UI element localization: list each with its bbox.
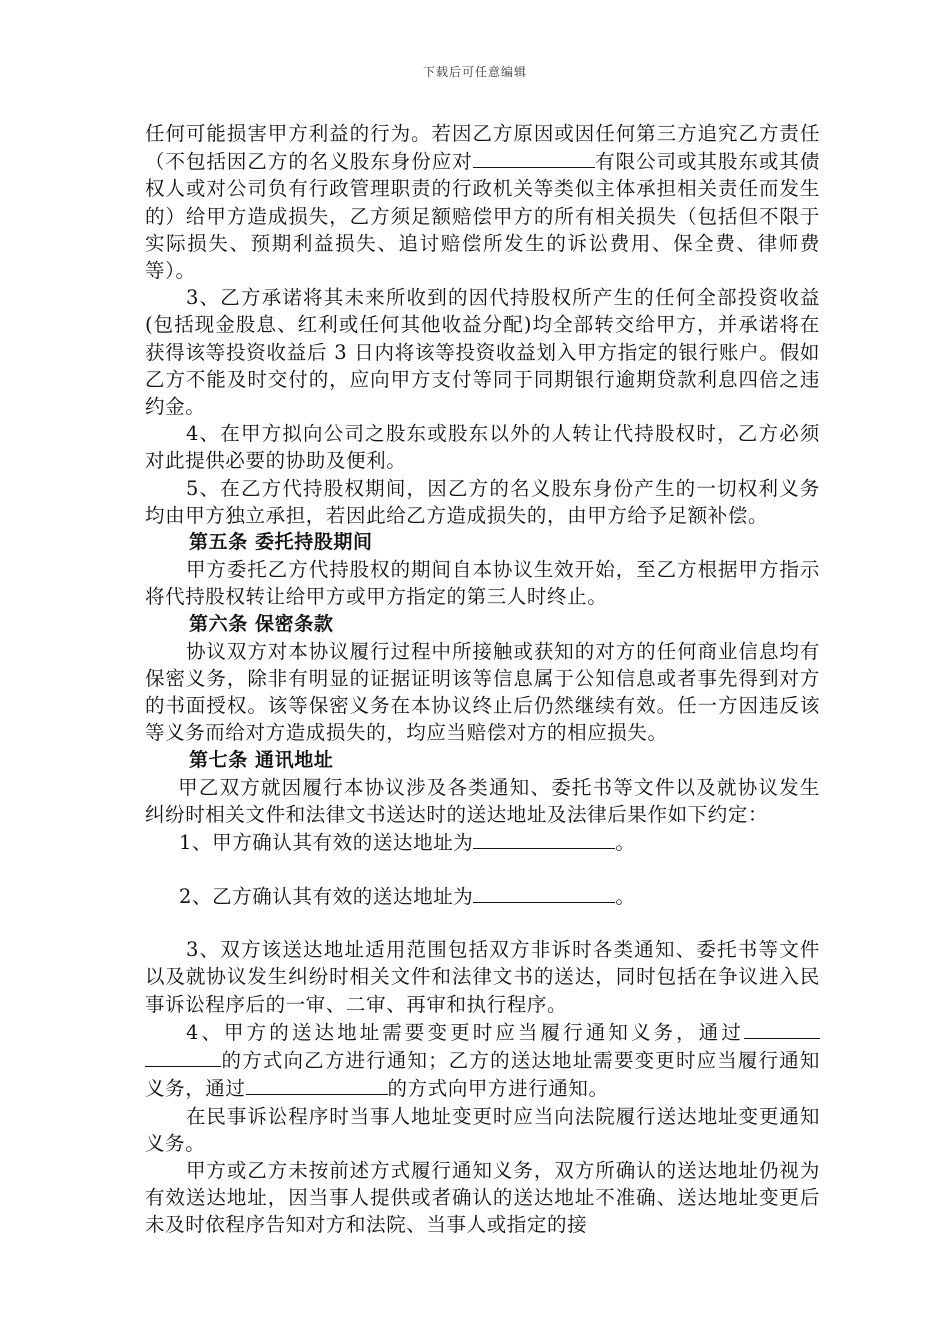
item-4-part3: 的方式向甲方进行通知。 — [387, 1077, 609, 1101]
address-validity-paragraph: 甲方或乙方未按前述方式履行通知义务，双方所确认的送达地址仍视为有效送达地址，因当事人提供或者确认的送达地址不准确、送达地址变更后未及时依程序告知对方和法院、当事人或指定的接 — [145, 1158, 820, 1237]
spacer — [145, 855, 820, 882]
item-4-part2: 的方式向乙方进行通知；乙方的送达地址需要变更时应当履行通知义务，通过 — [145, 1049, 820, 1101]
article-7-item-4 — [145, 1018, 820, 1103]
party-a-address-end: 。 — [615, 831, 636, 855]
paragraph-liability — [145, 120, 820, 284]
court-address-change-paragraph: 在民事诉讼程序时当事人地址变更时应当向法院履行送达地址变更通知义务。 — [145, 1104, 820, 1155]
page-header-note: 下载后可任意编辑 — [422, 65, 527, 79]
party-b-address-blank — [473, 882, 615, 903]
party-a-notice-method-blank-cont — [145, 1046, 221, 1067]
document-body — [145, 120, 820, 1239]
party-a-notice-method-blank — [744, 1018, 820, 1039]
paragraph-liability-part1: 任何可能损害甲方利益的行为。若因乙方原因或因任何第三方追究乙方责任（不包括因乙方的名义股东身份应对 — [145, 122, 820, 174]
party-b-address-line — [145, 882, 820, 909]
party-b-notice-method-blank — [246, 1074, 388, 1095]
article-5-heading: 第五条 委托持股期间 — [189, 531, 373, 554]
company-name-blank — [473, 147, 595, 168]
article-7-item-3: 3、双方该送达地址适用范围包括双方非诉时各类通知、委托书等文件以及就协议发生纠纷时相关文件和法律文书的送达，同时包括在争议进入民事诉讼程序后的一审、二审、再审和执行程序。 — [145, 938, 820, 1016]
party-a-address-blank — [473, 828, 615, 849]
clause-4-equity-transfer: 4、在甲方拟向公司之股东或股东以外的人转让代持股权时，乙方必须对此提供必要的协助及便利。 — [145, 422, 820, 473]
article-7-heading: 第七条 通讯地址 — [189, 748, 334, 771]
party-a-address-label: 1、甲方确认其有效的送达地址为 — [179, 831, 474, 855]
party-b-address-end: 。 — [615, 885, 636, 909]
clause-3-investment-income: 3、乙方承诺将其未来所收到的因代持股权所产生的任何全部投资收益(包括现金股息、红利或任何其他收益分配)均全部转交给甲方，并承诺将在获得该等投资收益后 3 日内将该等投资收益划入甲方指定的银行账户。假如乙方不能及时交付的，应向甲方支付等同于同期银行逾期贷款利息四倍之违约金。 — [145, 286, 820, 419]
article-5-text: 甲方委托乙方代持股权的期间自本协议生效开始，至乙方根据甲方指示将代持股权转让给甲方或甲方指定的第三人时终止。 — [145, 558, 820, 609]
article-6-heading: 第六条 保密条款 — [189, 612, 334, 635]
paragraph-liability-part2: 有限公司或其股东或其债权人或对公司负有行政管理职责的行政机关等类似主体承担相关责任而发生的）给甲方造成损失，乙方须足额赔偿甲方的所有相关损失（包括但不限于实际损失、预期利益损失、追讨赔偿所发生的诉讼费用、保全费、律师费等）。 — [145, 150, 820, 283]
spacer — [145, 909, 820, 936]
item-4-part1: 4、甲方的送达地址需要变更时应当履行通知义务，通过 — [185, 1020, 744, 1044]
clause-5-rights-obligations: 5、在乙方代持股权期间，因乙方的名义股东身份产生的一切权利义务均由甲方独立承担，若因此给乙方造成损失的，由甲方给予足额补偿。 — [145, 476, 820, 527]
article-6-text: 协议双方对本协议履行过程中所接触或获知的对方的任何商业信息均有保密义务，除非有明显的证据证明该等信息属于公知信息或者事先得到对方的书面授权。该等保密义务在本协议终止后仍然继续有效。任一方因违反该等义务而给对方造成损失的，均应当赔偿对方的相应损失。 — [145, 639, 820, 745]
article-7-intro: 甲乙双方就因履行本协议涉及各类通知、委托书等文件以及就协议发生纠纷时相关文件和法律文书送达时的送达地址及法律后果作如下约定： — [145, 775, 820, 827]
party-b-address-label: 2、乙方确认其有效的送达地址为 — [179, 885, 474, 909]
party-a-address-line — [145, 828, 820, 855]
